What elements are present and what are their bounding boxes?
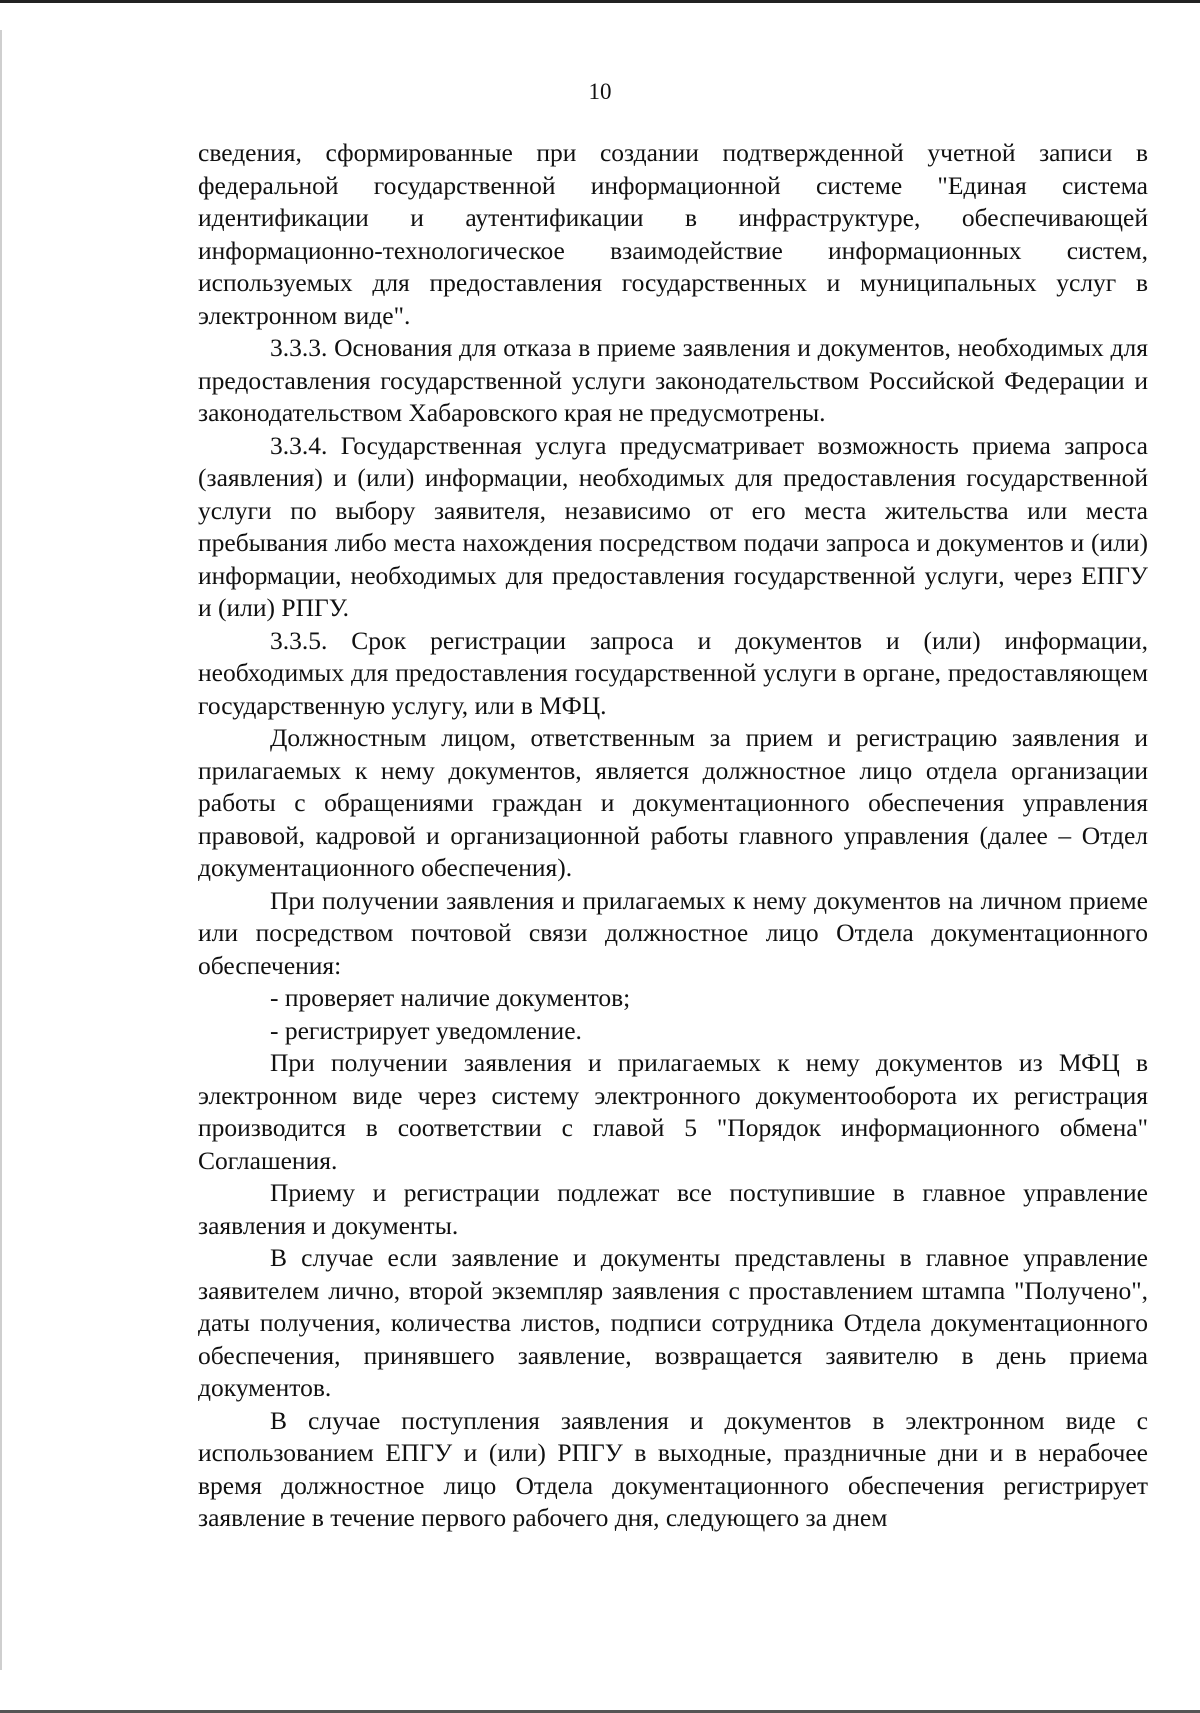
paragraph-3-3-3: 3.3.3. Основания для отказа в приеме заявления и документов, необходимых для предоставления государственной услуги законодательством Российской Федерации и законодательством Хабаровского края не предусмотрены. (198, 333, 1148, 427)
scan-edge-left (0, 30, 2, 1670)
paragraph-1: сведения, сформированные при создании подтвержденной учетной записи в федеральной государственной информационной системе "Единая система идентификации и аутентификации в инфраструктуре, обеспечивающей информационно-технологическое взаимодействие информационных систем, используемых для предоставления государственных и муниципальных услуг в электронном виде". (198, 138, 1148, 330)
document-body (198, 137, 1148, 1535)
scan-edge-top (0, 0, 1200, 3)
paragraph-responsible-official: Должностным лицом, ответственным за прием и регистрацию заявления и прилагаемых к нему документов, является должностное лицо отдела организации работы с обращениями граждан и документационного обеспечения управления правовой, кадровой и организационной работы главного управления (далее – Отдел документационного обеспечения). (198, 723, 1148, 882)
paragraph-3-3-5: 3.3.5. Срок регистрации запроса и документов и (или) информации, необходимых для предоставления государственной услуги в органе, предоставляющем государственную услугу, или в МФЦ. (198, 625, 1148, 720)
page-number: 10 (588, 79, 612, 104)
list-item-check-documents: - проверяет наличие документов; (270, 983, 631, 1012)
paragraph-non-working-days: В случае поступления заявления и документов в электронном виде с использованием ЕПГУ и (или) РПГУ в выходные, праздничные дни и в нерабочее время должностное лицо Отдела документационного обеспечения регистрирует заявление в течение первого рабочего дня, следующего за днем (198, 1405, 1148, 1532)
paragraph-personal-submission: В случае если заявление и документы представлены в главное управление заявителем лично, второй экземпляр заявления с проставлением штампа "Получено", даты получения, количества листов, подписи сотрудника Отдела документационного обеспечения, принявшего заявление, возвращается заявителю в день приема документов. (198, 1243, 1148, 1402)
paragraph-mfc-electronic: При получении заявления и прилагаемых к нему документов из МФЦ в электронном виде через систему электронного документооборота их регистрация производится в соответствии с главой 5 "Порядок информационного обмена" Соглашения. (198, 1048, 1148, 1175)
paragraph-personal-reception: При получении заявления и прилагаемых к нему документов на личном приеме или посредством почтовой связи должностное лицо Отдела документационного обеспечения: (198, 885, 1148, 980)
paragraph-registration-scope: Приему и регистрации подлежат все поступившие в главное управление заявления и документы. (198, 1178, 1148, 1240)
list-item-register-notice: - регистрирует уведомление. (270, 1015, 582, 1045)
paragraph-3-3-4: 3.3.4. Государственная услуга предусматривает возможность приема запроса (заявления) и (или) информации, необходимых для предоставления государственной услуги по выбору заявителя, независимо от его места жительства или места пребывания либо места нахождения посредством подачи запроса и документов и (или) информации, необходимых для предоставления государственной услуги, через ЕПГУ и (или) РПГУ. (198, 430, 1148, 622)
